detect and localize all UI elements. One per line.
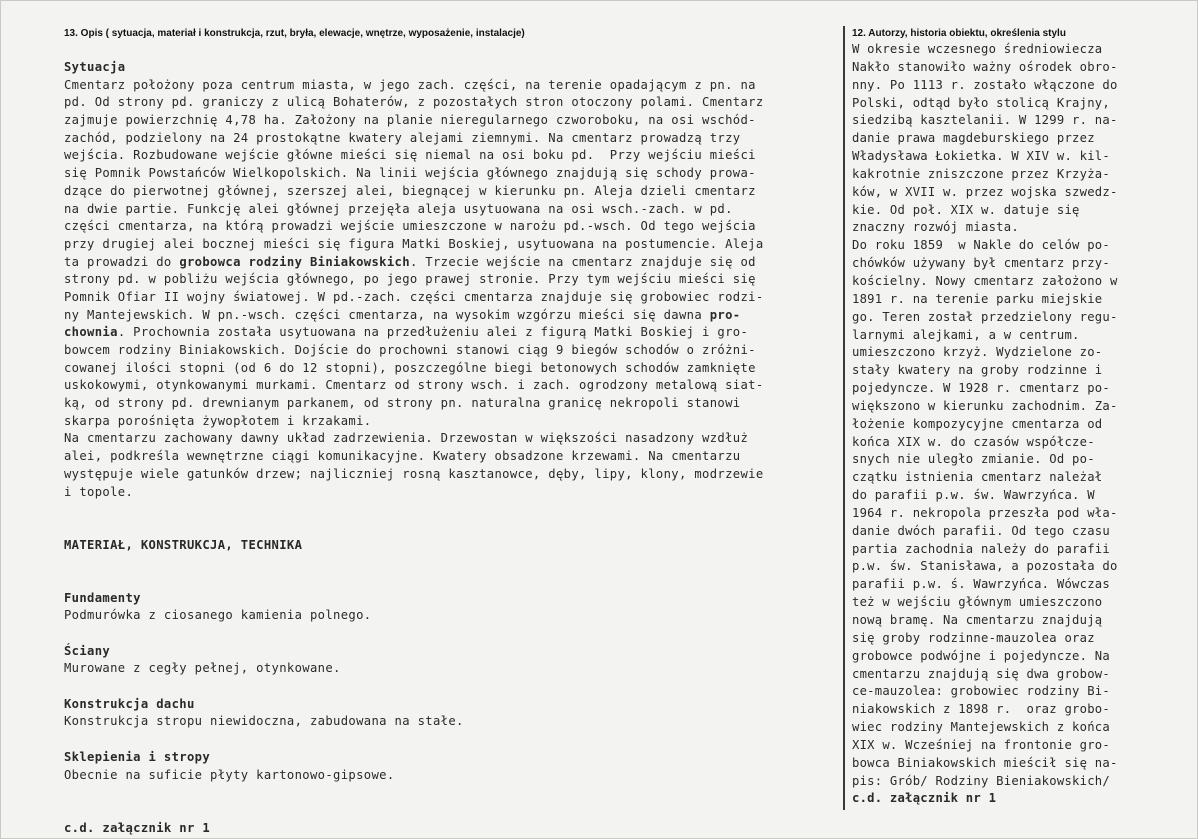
text-line: pd. Od strony pd. graniczy z ulicą Bohaterów, z pozostałych stron otoczony polami. Cmentarz: [64, 95, 764, 110]
text-line: skarpa porośnięta żywopłotem i krzakami.: [64, 413, 372, 428]
text-line: kościelny. Nowy cmentarz założono w: [852, 273, 1118, 288]
text-line: przy drugiej alei bocznej mieści się figura Matki Boskiej, usytuowana na postumencie. Aleja: [64, 236, 764, 251]
sytuacja-line-14: [64, 307, 832, 325]
text-line: się groby rodzinne-mauzolea oraz: [852, 630, 1095, 645]
sytuacja-lines-a: [64, 77, 832, 254]
description-body: [64, 59, 832, 837]
dach-text: Konstrukcja stropu niewidoczna, zabudowana na stałe.: [64, 714, 464, 729]
text-line: wejścia. Rozbudowane wejście główne mieści się niemal na osi boku pd. Przy wejściu mieści: [64, 148, 756, 163]
text-line: cmentarzu znajdują się dwa grobow-: [852, 666, 1110, 681]
text-line: alei, podkreśla wewnętrzne ciągi komunikacyjne. Kwatery obsadzone krzewami. Na cmentarzu: [64, 449, 741, 464]
sklepienia-text: Obecnie na suficie płyty kartonowo-gipsowe.: [64, 767, 395, 782]
text-line: 1891 r. na terenie parku miejskie: [852, 291, 1103, 306]
text-line: snych nie uległo zmianie. Od po-: [852, 452, 1095, 467]
text-line: ką, od strony pd. drewnianym parkanem, od strony pn. naturalna granicę nekropoli stanowi: [64, 396, 741, 411]
text-line: XIX w. Wcześniej na frontonie gro-: [852, 737, 1110, 752]
text-line: W okresie wczesnego średniowiecza: [852, 42, 1103, 56]
text-line: pis: Grób/ Rodziny Bieniakowskich/: [852, 773, 1110, 788]
sytuacja-line-15: [64, 324, 832, 342]
history-form-header: 12. Autorzy, historia obiektu, określenia stylu: [852, 28, 1066, 39]
text-line: się Pomnik Powstańców Wielkopolskich. Na linii wejścia głównego znajdują się schody prowa-: [64, 166, 756, 181]
text-line: uskokowymi, otynkowanymi murkami. Cmentarz od strony wsch. i zach. ogrodzony metalową siat-: [64, 378, 764, 393]
text-line: Nakło stanowiło ważny ośrodek obro-: [852, 59, 1118, 74]
text-line: nową bramę. Na cmentarzu znajdują: [852, 613, 1103, 627]
text-run: ny Mantejewskich. W pn.-wsch. części cmentarza, na wysokim wzgórzu mieści się dawna: [64, 307, 710, 322]
text-line: występuje wiele gatunków drzew; najliczniej rosną kasztanowce, dęby, lipy, klony, modrzewie: [64, 466, 764, 481]
text-line: bowca Biniakowskich mieścił się na-: [852, 755, 1118, 770]
sytuacja-lines-c: [64, 342, 832, 501]
description-column: [64, 27, 832, 837]
text-line: nny. Po 1113 r. zostało włączone do: [852, 77, 1118, 92]
text-line: bowcem rodziny Biniakowskich. Dojście do prochowni stanowi ciąg 9 biegów schodów o zróżni-: [64, 343, 756, 357]
history-column: [852, 27, 1152, 808]
text-line: ce-mauzolea: grobowiec rodziny Bi-: [852, 684, 1110, 699]
text-line: pojedyncze. W 1928 r. cmentarz po-: [852, 381, 1110, 396]
text-run: . Trzecie wejście na cmentarz znajduje się od: [409, 254, 756, 269]
sklepienia-heading: Sklepienia i stropy: [64, 749, 211, 764]
text-line: Władysława Łokietka. W XIV w. kil-: [852, 149, 1110, 164]
text-line: do parafii p.w. św. Wawrzyńca. W: [852, 488, 1095, 503]
description-form-header: 13. Opis ( sytuacja, materiał i konstrukcja, rzut, bryła, elewacje, wnętrze, wyposażenie, instalacje): [64, 28, 525, 39]
text-line: i topole.: [64, 484, 134, 499]
text-line: ków, w XVII w. przez wojska szwedz-: [852, 184, 1118, 199]
text-line: dzące do pierwotnej głównej, szerszej alei, biegnącej w kierunku pn. Aleja dzieli cmentarz: [64, 183, 756, 198]
bold-run: grobowca rodziny Biniakowskich: [179, 254, 410, 269]
text-line: parafii p.w. ś. Wawrzyńca. Wówczas: [852, 577, 1110, 592]
text-line: partia zachodnia należy do parafii: [852, 541, 1110, 556]
text-line: też w wejściu głównym umieszczono: [852, 595, 1103, 610]
text-line: p.w. św. Stanisława, a pozostała do: [852, 559, 1118, 574]
sytuacja-heading: Sytuacja: [64, 60, 126, 74]
text-line: Na cmentarzu zachowany dawny układ zadrzewienia. Drzewostan w większości nasadzony wzdłuż: [64, 431, 749, 446]
continuation-note: c.d. załącznik nr 1: [852, 791, 997, 806]
dach-heading: Konstrukcja dachu: [64, 696, 195, 711]
sciany-heading: Ściany: [64, 643, 111, 658]
text-line: danie prawa magdeburskiego przez: [852, 131, 1095, 146]
history-lines: [852, 41, 1152, 790]
text-line: końca XIX w. do czasów współcze-: [852, 434, 1095, 449]
text-line: siedzibą kasztelanii. W 1299 r. na-: [852, 113, 1118, 128]
bold-run: chownia: [64, 325, 118, 340]
text-line: danie dwóch parafii. Od tego czasu: [852, 523, 1110, 538]
fundamenty-text: Podmurówka z ciosanego kamienia polnego.: [64, 608, 372, 623]
text-line: Polski, odtąd było stolicą Krajny,: [852, 95, 1110, 110]
text-line: grobowce podwójne i pojedyncze. Na: [852, 648, 1110, 663]
material-heading: MATERIAŁ, KONSTRUKCJA, TECHNIKA: [64, 537, 303, 552]
text-line: larnymi alejkami, a w centrum.: [852, 327, 1080, 342]
text-line: części cmentarza, na którą prowadzi wejście umieszczone w narożu pd.-wsch. Od tego wejścia: [64, 219, 756, 234]
text-line: go. Teren został przedzielony regu-: [852, 309, 1118, 324]
text-line: kakrotnie zniszczone przez Krzyża-: [852, 166, 1110, 181]
text-line: Pomnik Ofiar II wojny światowej. W pd.-zach. części cmentarza znajduje się grobowiec rodzi-: [64, 289, 764, 304]
text-line: większono w kierunku zachodnim. Za-: [852, 398, 1118, 413]
sytuacja-lines-b: [64, 271, 832, 306]
text-run: . Prochownia została usytuowana na przedłużeniu alei z figurą Matki Boskiej i gro-: [117, 325, 749, 340]
text-line: strony pd. w pobliżu wejścia głównego, po jego prawej stronie. Przy tym wejściu mieści się: [64, 272, 756, 287]
history-body: [852, 41, 1152, 808]
text-line: kie. Od poł. XIX w. datuje się: [852, 202, 1080, 217]
fundamenty-heading: Fundamenty: [64, 590, 141, 605]
text-line: znaczny rozwój miasta.: [852, 220, 1019, 235]
text-line: chówków używany był cmentarz przy-: [852, 256, 1110, 271]
continuation-note: c.d. załącznik nr 1: [64, 820, 211, 835]
column-divider: [843, 26, 845, 810]
text-line: cowanej ilości stopni (od 6 do 12 stopni), poszczególne biegi betonowych schodów zamknięte: [64, 360, 756, 375]
text-line: wiec rodziny Mantejewskich z końca: [852, 720, 1110, 735]
bold-run: pro-: [709, 307, 741, 322]
text-line: zachód, podzielony na 24 prostokątne kwatery alejami ziemnymi. Na cmentarz prowadzą trzy: [64, 130, 741, 145]
text-line: 1964 r. nekropola przeszła pod wła-: [852, 505, 1118, 520]
text-line: czątku istnienia cmentarz należał: [852, 470, 1103, 485]
text-line: umieszczono krzyż. Wydzielone zo-: [852, 345, 1103, 360]
text-line: Do roku 1859 w Nakle do celów po-: [852, 238, 1110, 253]
text-line: łożenie kompozycyjne cmentarza od: [852, 416, 1103, 431]
text-line: Cmentarz położony poza centrum miasta, w jego zach. części, na terenie opadającym z pn. na: [64, 77, 756, 92]
sciany-text: Murowane z cegły pełnej, otynkowane.: [64, 661, 341, 676]
sytuacja-line-11: [64, 254, 832, 272]
text-run: ta prowadzi do: [64, 254, 180, 269]
text-line: stały kwatery na groby rodzinne i: [852, 363, 1103, 378]
text-line: niakowskich z 1898 r. oraz grobo-: [852, 702, 1110, 717]
text-line: zajmuje powierzchnię 4,78 ha. Założony na planie nieregularnego czworoboku, na osi wschód-: [64, 113, 756, 128]
text-line: na dwie partie. Funkcję alei głównej przejęła aleja usytuowana na osi wsch.-zach. w pd.: [64, 201, 733, 216]
